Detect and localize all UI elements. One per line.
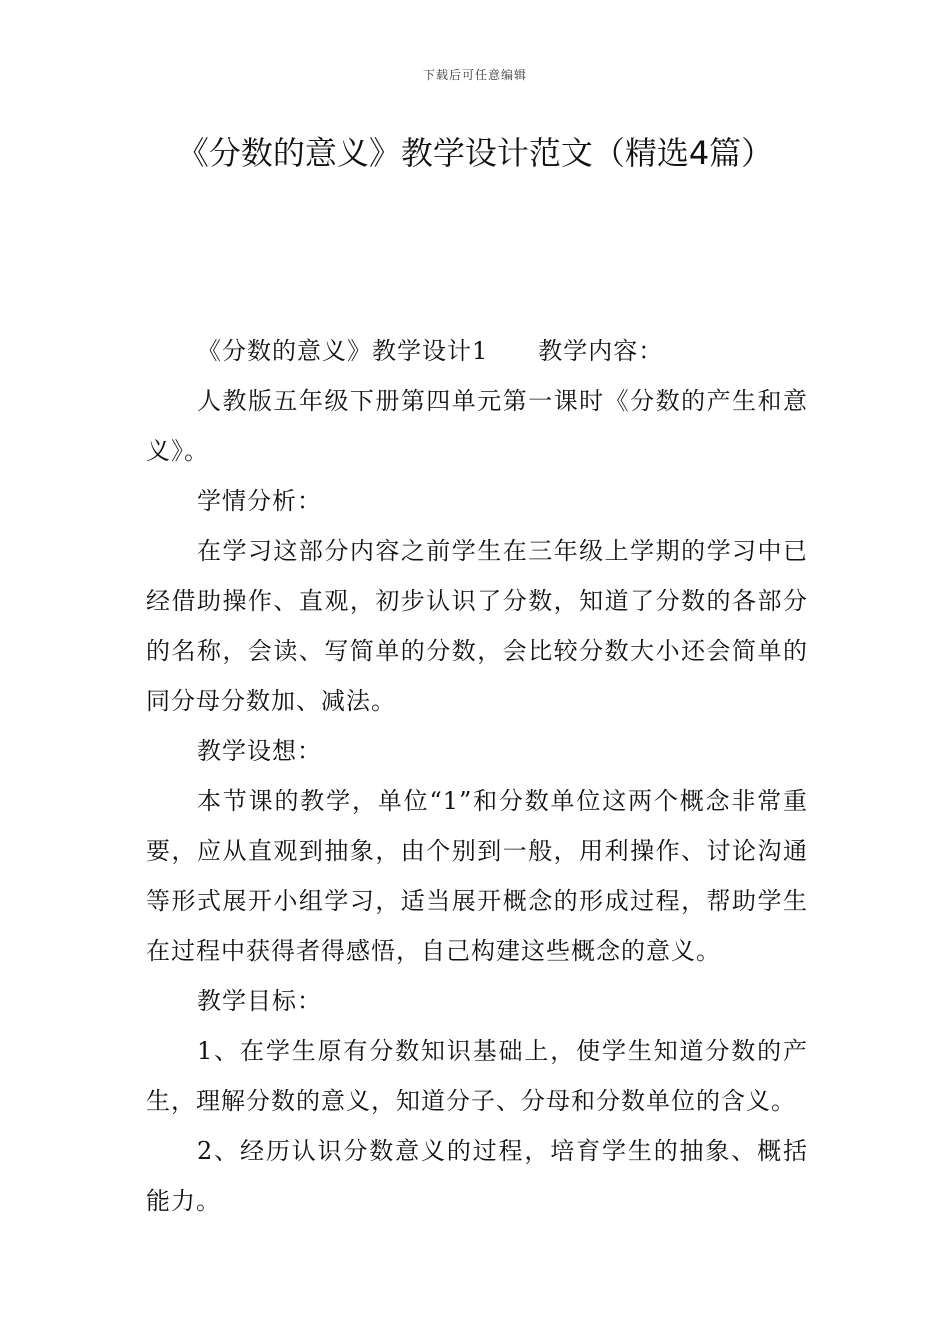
header-note: 下载后可任意编辑 <box>422 68 527 82</box>
paragraph-teaching-goals-label: 教学目标： <box>197 987 322 1015</box>
teaching-content-label: 教学内容： <box>538 337 664 365</box>
paragraph-goal-1: 1、在学生原有分数知识基础上，使学生知道分数的产生，理解分数的意义，知道分子、分母和分数单位的含义。 <box>146 1037 808 1115</box>
document-title: 《分数的意义》教学设计范文（精选4篇） <box>176 134 774 172</box>
paragraph-textbook: 人教版五年级下册第四单元第一课时《分数的产生和意义》。 <box>146 387 808 465</box>
paragraph-section-heading <box>146 326 808 376</box>
paragraph-student-analysis-label: 学情分析： <box>197 487 322 515</box>
paragraph-student-analysis: 在学习这部分内容之前学生在三年级上学期的学习中已经借助操作、直观，初步认识了分数，知道了分数的各部分的名称，会读、写简单的分数，会比较分数大小还会简单的同分母分数加、减法。 <box>146 537 808 715</box>
section-title: 《分数的意义》教学设计1 <box>197 337 489 365</box>
paragraph-goal-2: 2、经历认识分数意义的过程，培育学生的抽象、概括能力。 <box>146 1137 808 1215</box>
paragraph-teaching-idea-label: 教学设想： <box>197 737 322 765</box>
paragraph-teaching-idea: 本节课的教学，单位“1”和分数单位这两个概念非常重要，应从直观到抽象，由个别到一般，用利操作、讨论沟通等形式展开小组学习，适当展开概念的形成过程，帮助学生在过程中获得者得感悟，自己构建这些概念的意义。 <box>146 787 808 965</box>
document-body <box>146 326 808 1226</box>
